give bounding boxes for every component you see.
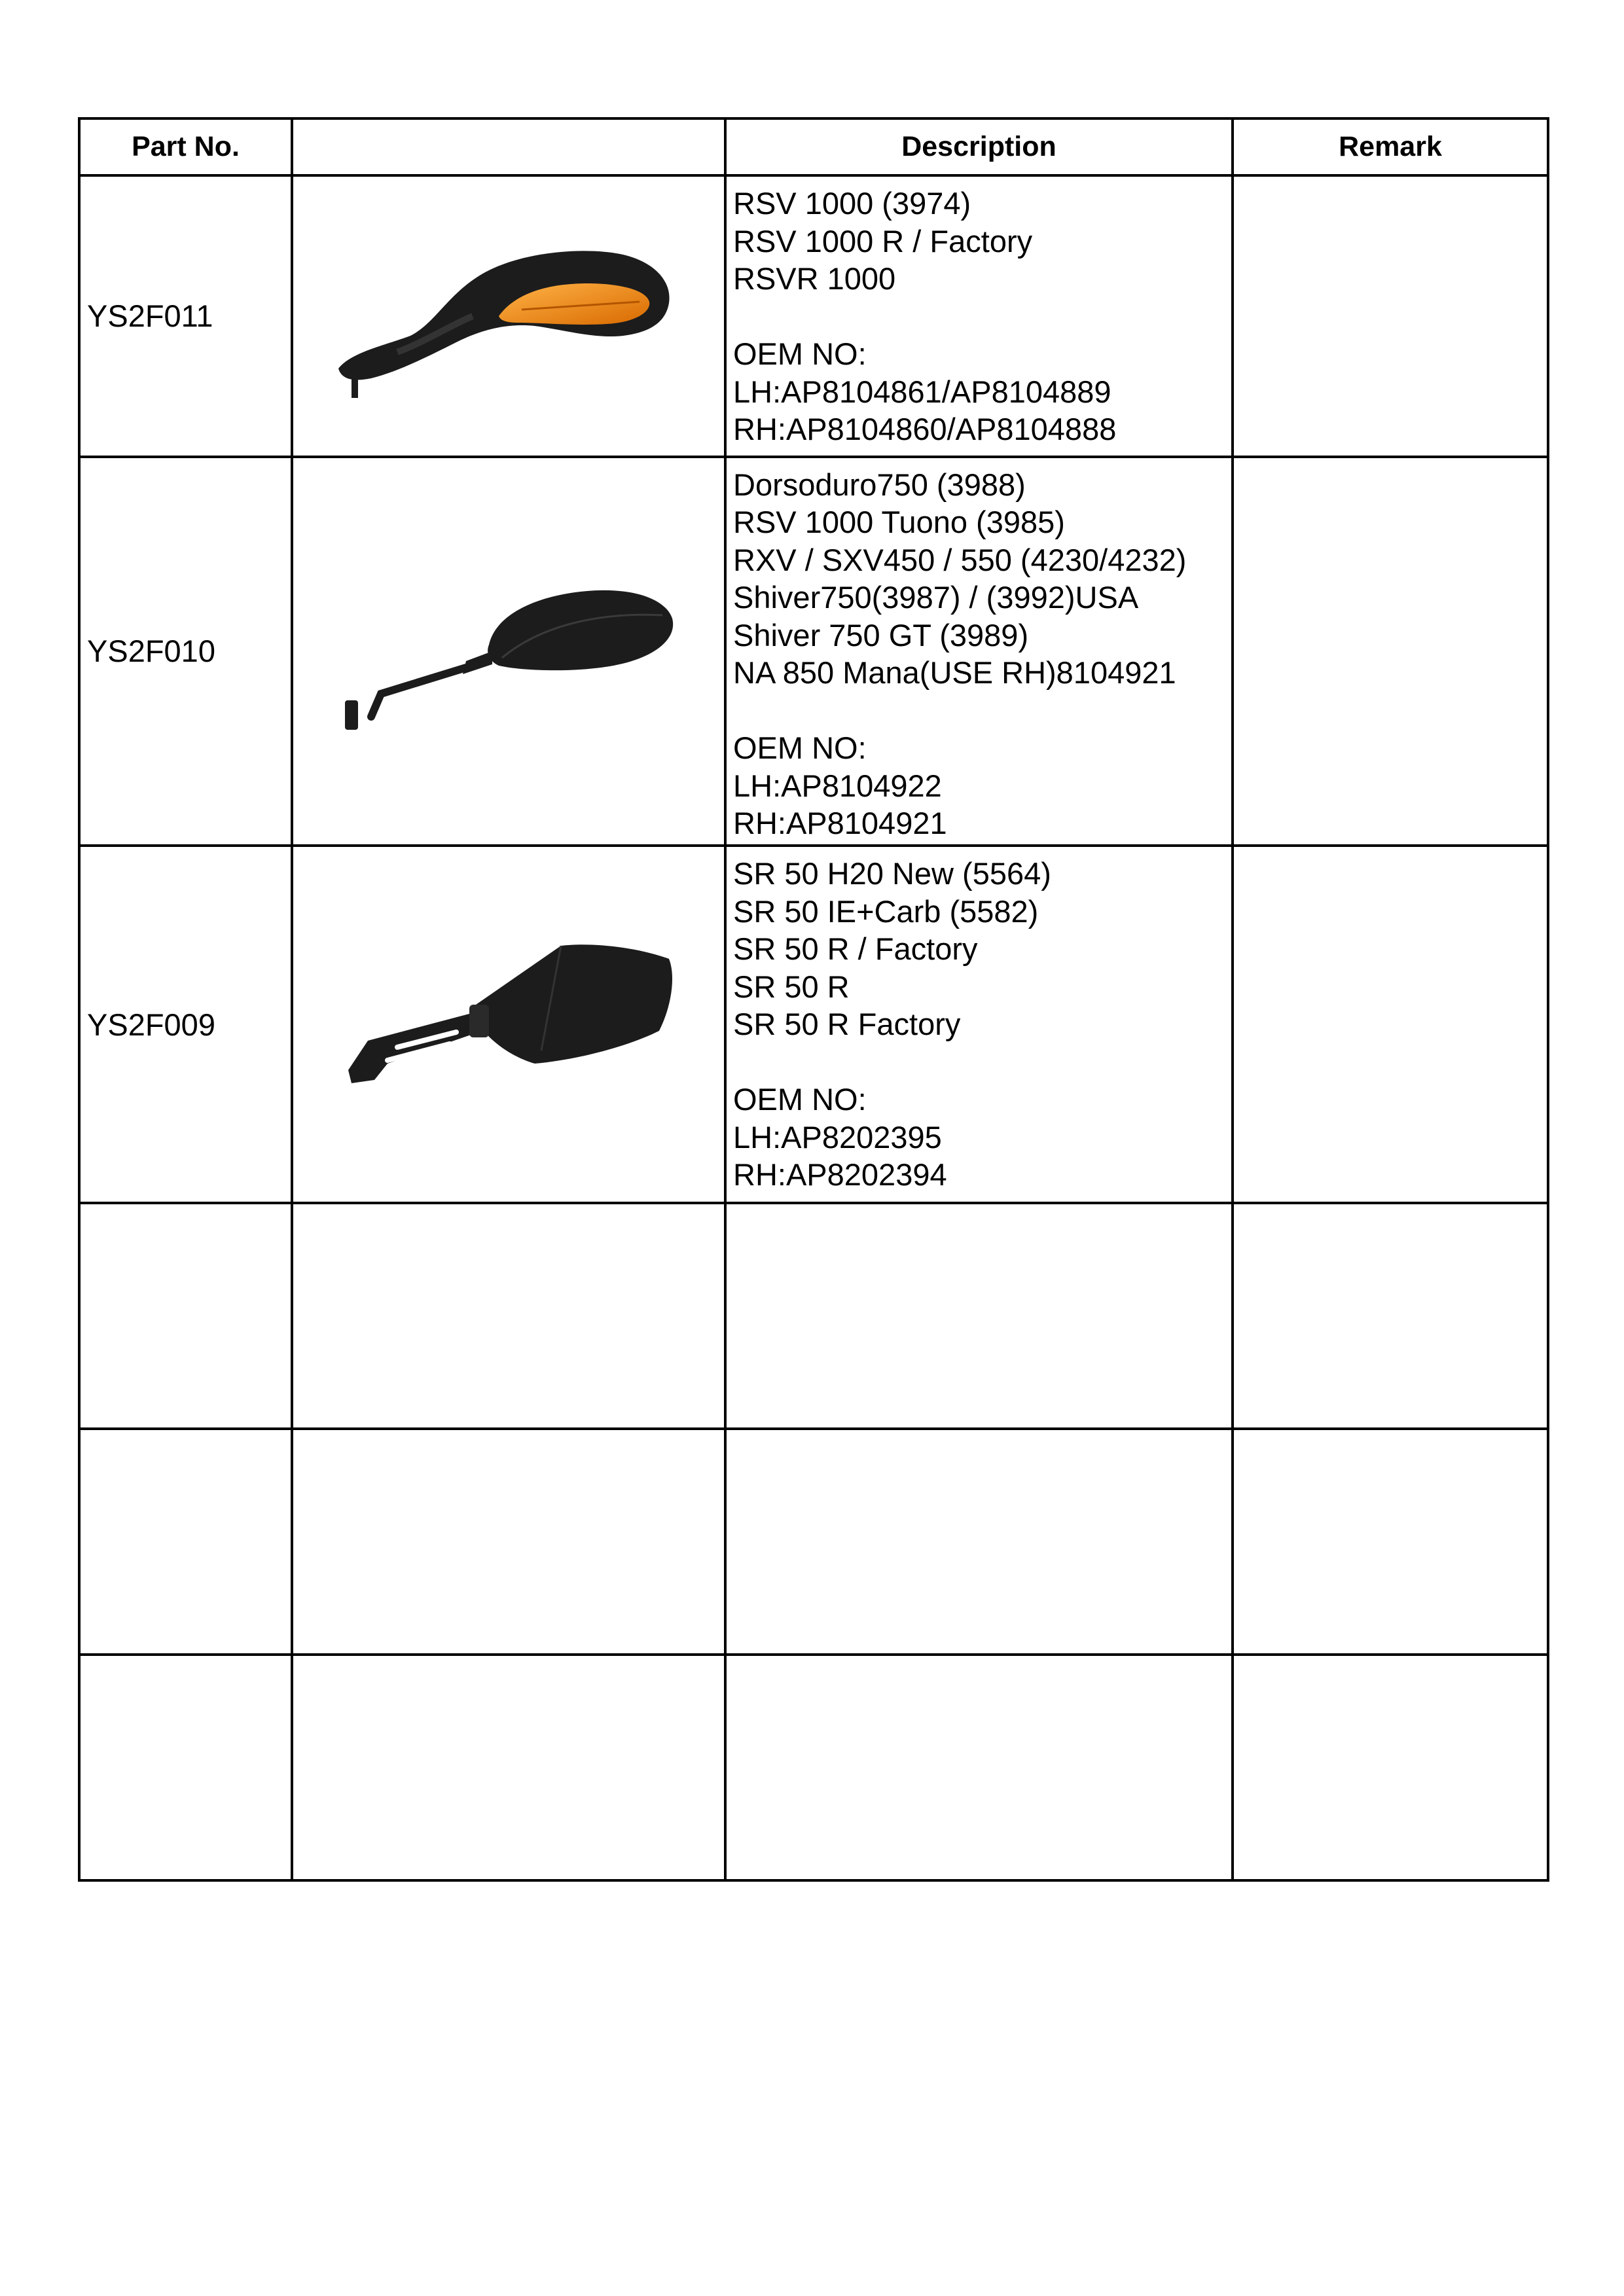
part-number bbox=[79, 1429, 292, 1655]
description-line: OEM NO: bbox=[733, 730, 867, 766]
angular-mirror-on-arm-icon bbox=[325, 926, 692, 1122]
description-line: SR 50 H20 New (5564) bbox=[733, 856, 1051, 891]
header-description: Description bbox=[725, 118, 1233, 175]
table-row bbox=[79, 1655, 1548, 1880]
description-line: LH:AP8104922 bbox=[733, 768, 942, 803]
description-line: RSV 1000 (3974) bbox=[733, 186, 971, 221]
description-line: RH:AP8104921 bbox=[733, 806, 947, 841]
description-line: RH:AP8202394 bbox=[733, 1157, 947, 1193]
part-number: YS2F010 bbox=[79, 457, 292, 846]
oval-mirror-on-stem-icon bbox=[325, 553, 692, 749]
product-image bbox=[292, 1203, 725, 1429]
part-description bbox=[725, 1203, 1233, 1429]
product-image bbox=[292, 846, 725, 1203]
part-remark bbox=[1233, 1203, 1548, 1429]
part-remark bbox=[1233, 1655, 1548, 1880]
header-part-no: Part No. bbox=[79, 118, 292, 175]
description-line: Dorsoduro750 (3988) bbox=[733, 467, 1026, 502]
part-number: YS2F009 bbox=[79, 846, 292, 1203]
description-line: Shiver 750 GT (3989) bbox=[733, 617, 1029, 653]
description-line: RH:AP8104860/AP8104888 bbox=[733, 412, 1117, 447]
description-line: Shiver750(3987) / (3992)USA bbox=[733, 580, 1139, 615]
product-image bbox=[292, 457, 725, 846]
description-line bbox=[733, 692, 1231, 730]
part-number bbox=[79, 1655, 292, 1880]
mirror-with-amber-indicator-icon bbox=[325, 218, 692, 414]
table-row bbox=[79, 1203, 1548, 1429]
product-image bbox=[292, 1429, 725, 1655]
part-remark bbox=[1233, 457, 1548, 846]
part-remark bbox=[1233, 1429, 1548, 1655]
part-remark bbox=[1233, 175, 1548, 456]
header-image bbox=[292, 118, 725, 175]
part-description bbox=[725, 1429, 1233, 1655]
description-line: RXV / SXV450 / 550 (4230/4232) bbox=[733, 542, 1187, 577]
part-description bbox=[725, 1655, 1233, 1880]
description-line: RSV 1000 Tuono (3985) bbox=[733, 505, 1065, 540]
part-remark bbox=[1233, 846, 1548, 1203]
description-line: LH:AP8202395 bbox=[733, 1119, 942, 1155]
description-line bbox=[733, 298, 1231, 336]
product-image bbox=[292, 1655, 725, 1880]
part-description bbox=[725, 846, 1233, 1203]
header-remark: Remark bbox=[1233, 118, 1548, 175]
description-line: OEM NO: bbox=[733, 1082, 867, 1117]
description-line: RSVR 1000 bbox=[733, 261, 896, 296]
table-row bbox=[79, 457, 1548, 846]
parts-table bbox=[78, 117, 1549, 1882]
description-line: OEM NO: bbox=[733, 336, 867, 372]
description-line: SR 50 R / Factory bbox=[733, 931, 978, 967]
table-row bbox=[79, 1429, 1548, 1655]
description-line: LH:AP8104861/AP8104889 bbox=[733, 374, 1111, 409]
part-number: YS2F011 bbox=[79, 175, 292, 456]
table-row bbox=[79, 846, 1548, 1203]
part-description bbox=[725, 457, 1233, 846]
description-line: RSV 1000 R / Factory bbox=[733, 223, 1033, 259]
description-line: SR 50 IE+Carb (5582) bbox=[733, 893, 1039, 929]
description-line: SR 50 R bbox=[733, 969, 850, 1004]
table-row bbox=[79, 175, 1548, 456]
product-image bbox=[292, 175, 725, 456]
header-row bbox=[79, 118, 1548, 175]
description-line: SR 50 R Factory bbox=[733, 1007, 961, 1042]
part-number bbox=[79, 1203, 292, 1429]
description-line: NA 850 Mana(USE RH)8104921 bbox=[733, 655, 1176, 691]
description-line bbox=[733, 1043, 1231, 1081]
part-description bbox=[725, 175, 1233, 456]
